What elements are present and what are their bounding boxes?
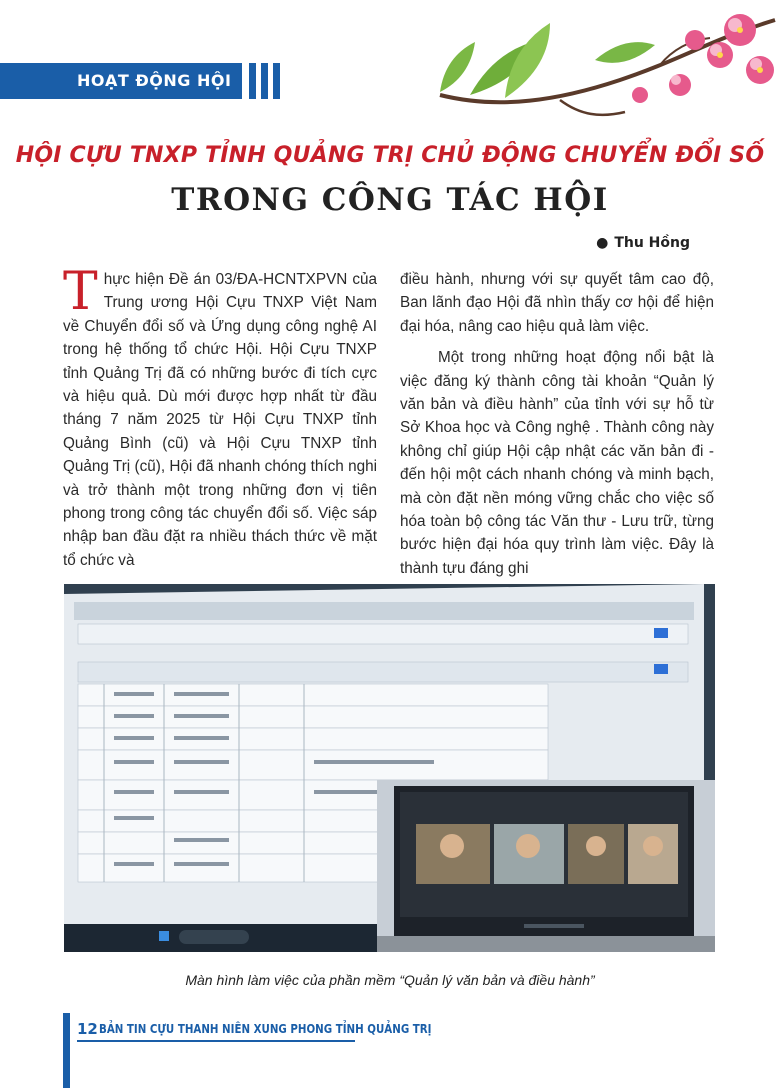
- article-title: HỘI CỰU TNXP TỈNH QUẢNG TRỊ CHỦ ĐỘNG CHUYỂN ĐỔI SỐ: [15, 143, 765, 168]
- page-number: 12: [77, 1020, 98, 1038]
- blossom-branch-illustration: [410, 0, 780, 130]
- author-byline: [596, 235, 690, 251]
- body-column-left: [63, 262, 377, 572]
- article-title-subline: TRONG CÔNG TÁC HỘI: [171, 182, 609, 218]
- publication-title: BẢN TIN CỰU THANH NIÊN XUNG PHONG TỈNH QUẢNG TRỊ: [99, 1021, 432, 1036]
- paragraph: Một trong những hoạt động nổi bật là việc đăng ký thành công tài khoản “Quản lý văn bản và điều hành” của tỉnh với sự hỗ từ Sở Khoa học và Công nghệ . Thành công này không chỉ giúp Hội cập nhật các văn bản đi - đến hội một cách nhanh chóng và minh bạch, mà còn đặt nền móng vững chắc cho việc số hóa toàn bộ công tác Văn thư - Lưu trữ, từng bước hiện đại hóa quy trình làm việc. Đây là thành tựu đáng ghi: [400, 349, 714, 577]
- footer-accent-bar: [63, 1013, 70, 1088]
- section-stripe: [273, 63, 280, 99]
- paragraph: điều hành, nhưng với sự quyết tâm cao độ, Ban lãnh đạo Hội đã nhìn thấy cơ hội để hiện đại hóa, nâng cao hiệu quả làm việc.: [400, 271, 714, 335]
- section-label: HOẠT ĐỘNG HỘI: [77, 71, 232, 90]
- section-stripe: [261, 63, 268, 99]
- photo-caption: Màn hình làm việc của phần mềm “Quản lý văn bản và điều hành”: [185, 972, 595, 988]
- footer-rule: [77, 1040, 355, 1042]
- body-column-right: [400, 268, 714, 580]
- photo-image: [64, 584, 715, 952]
- article-photo: [64, 584, 715, 952]
- bullet-icon: ●: [596, 235, 609, 251]
- author-name: Thu Hồng: [614, 235, 690, 251]
- drop-cap: T: [63, 262, 98, 322]
- section-stripe: [249, 63, 256, 99]
- paragraph: Thực hiện Đề án 03/ĐA-HCNTXPVN của Trung ương Hội Cựu TNXP Việt Nam về Chuyển đổi số và Ứng dụng công nghệ AI trong hệ thống tổ chức Hội. Hội Cựu TNXP tỉnh Quảng Trị đã có những bước đi tích cực và hiệu quả. Dù mới được hợp nhất từ đầu tháng 7 năm 2025 từ Hội Cựu TNXP tỉnh Quảng Bình (cũ) và Hội Cựu TNXP tỉnh Quảng Trị (cũ), Hội đã nhanh chóng thích nghi và trở thành một trong những đơn vị tiên phong trong công tác chuyển đổi số. Việc sáp nhập ban đầu đặt ra nhiều thách thức về mặt tổ chức và: [63, 262, 377, 569]
